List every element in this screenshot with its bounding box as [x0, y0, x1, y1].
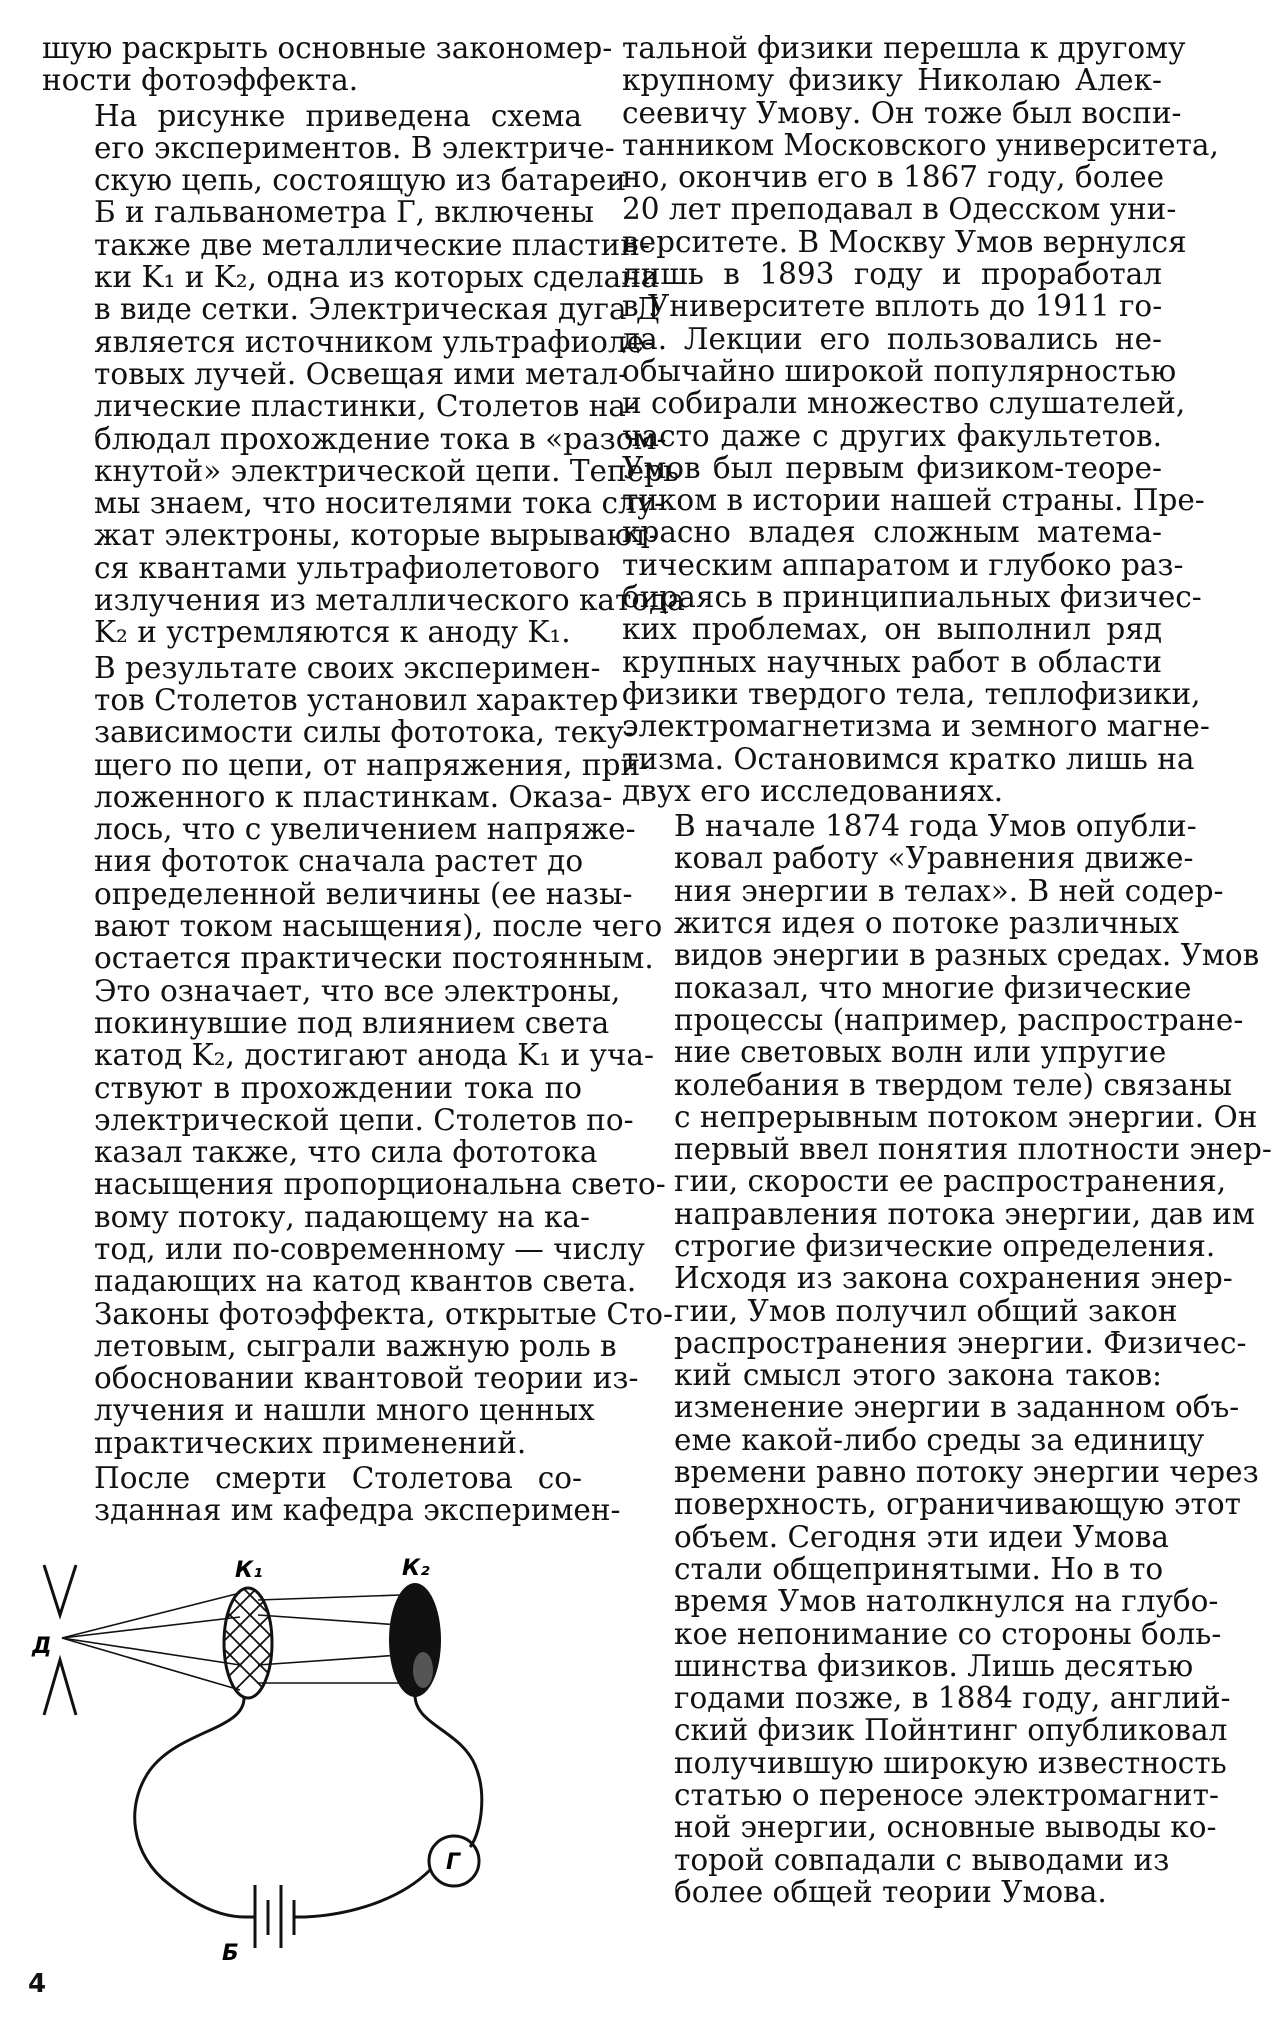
- text-line: стали общепринятыми. Но в то: [674, 1551, 1164, 1586]
- label-k1: К₁: [235, 1558, 263, 1583]
- text-line: вают током насыщения), после чего: [94, 909, 663, 944]
- text-line: товых лучей. Освещая ими метал-: [94, 356, 629, 391]
- text-line: лишь в 1893 году и проработал: [622, 257, 1162, 292]
- text-line: кий смысл этого закона таков:: [674, 1358, 1162, 1393]
- text-line: покинувшие под влиянием света: [94, 1005, 610, 1040]
- text-line: остается практически постоянным.: [94, 941, 654, 976]
- text-line: ся квантами ультрафиолетового: [94, 550, 601, 585]
- text-line: ния энергии в телах». В ней содер-: [674, 873, 1224, 908]
- text-line: электромагнетизма и земного магне-: [622, 709, 1210, 744]
- text-line: кнутой» электрической цепи. Теперь: [94, 453, 680, 488]
- text-line: щего по цепи, от напряжения, при-: [94, 747, 651, 782]
- text-line: ной энергии, основные выводы ко-: [674, 1810, 1217, 1845]
- circuit-diagram: [30, 1555, 590, 1965]
- text-line: процессы (например, распростране-: [674, 1002, 1244, 1037]
- text-line: определенной величины (ее назы-: [94, 876, 633, 911]
- label-galvanometer: Г: [446, 1850, 461, 1875]
- text-line: Б и гальванометра Г, включены: [94, 195, 594, 230]
- text-line: блюдал прохождение тока в «разом-: [94, 421, 667, 456]
- text-line: в Университете вплоть до 1911 го-: [622, 289, 1163, 324]
- text-line: лось, что с увеличением напряже-: [94, 812, 636, 847]
- text-line: ложенного к пластинкам. Оказа-: [94, 779, 613, 814]
- text-line: колебания в твердом теле) связаны: [674, 1067, 1232, 1102]
- label-battery: Б: [222, 1941, 239, 1966]
- label-k2: К₂: [402, 1556, 430, 1581]
- text-line: Это означает, что все электроны,: [94, 973, 621, 1008]
- text-line: изменение энергии в заданном объ-: [674, 1390, 1240, 1425]
- text-line: казал также, что сила фототока: [94, 1135, 598, 1170]
- left-column: [42, 31, 685, 1528]
- text-line: ких проблемах, он выполнил ряд: [622, 612, 1162, 647]
- text-line: бираясь в принципиальных физичес-: [622, 580, 1202, 615]
- text-line: гии, скорости ее распространения,: [674, 1164, 1227, 1199]
- text-line: тальной физики перешла к другому: [622, 31, 1186, 65]
- text-line: является источником ультрафиоле-: [94, 324, 655, 359]
- text-line: годами позже, в 1884 году, англий-: [674, 1681, 1231, 1716]
- text-line: обосновании квантовой теории из-: [94, 1361, 639, 1396]
- text-line: тизма. Остановимся кратко лишь на: [622, 741, 1195, 776]
- text-line: объем. Сегодня эти идеи Умова: [674, 1519, 1169, 1554]
- arc-electrode-bottom: [44, 1660, 76, 1715]
- text-line: времени равно потоку энергии через: [674, 1455, 1259, 1490]
- text-line: После смерти Столетова со-: [94, 1461, 582, 1496]
- text-line: статью о переносе электромагнит-: [674, 1778, 1219, 1813]
- text-line: еме какой-либо среды за единицу: [674, 1422, 1205, 1457]
- text-line: ствуют в прохождении тока по: [94, 1070, 582, 1105]
- text-line: сеевичу Умову. Он тоже был воспи-: [622, 95, 1182, 130]
- text-line: кое непонимание со стороны боль-: [674, 1616, 1222, 1651]
- wire-k2: [415, 1695, 482, 1847]
- text-line: летовым, сыграли важную роль в: [94, 1328, 617, 1363]
- text-line: жат электроны, которые вырывают-: [94, 518, 659, 553]
- text-line: тическим аппаратом и глубоко раз-: [622, 547, 1184, 582]
- text-line: более общей теории Умова.: [674, 1874, 1107, 1909]
- text-line: танником Московского университета,: [622, 127, 1219, 162]
- text-line: Исходя из закона сохранения энер-: [674, 1261, 1233, 1296]
- wire-k1: [135, 1698, 245, 1917]
- text-line: насыщения пропорциональна свето-: [94, 1167, 666, 1202]
- text-line: зданная им кафедра эксперимен-: [94, 1493, 621, 1528]
- paragraph-umov-energy: [622, 809, 1272, 1909]
- text-line: с непрерывным потоком энергии. Он: [674, 1099, 1258, 1134]
- text-line: обычайно широкой популярностью: [622, 353, 1177, 388]
- text-line: В результате своих эксперимен-: [94, 650, 601, 685]
- text-line: показал, что многие физические: [674, 970, 1192, 1005]
- text-line: поверхность, ограничивающую этот: [674, 1487, 1241, 1522]
- paragraph-photocurrent: [42, 650, 674, 1460]
- text-line: гии, Умов получил общий закон: [674, 1293, 1178, 1328]
- text-line: лучения и нашли много ценных: [94, 1393, 595, 1428]
- text-line: лические пластинки, Столетов на-: [94, 389, 636, 424]
- text-line: двух его исследованиях.: [622, 773, 1004, 808]
- text-line: верситете. В Москву Умов вернулся: [622, 224, 1187, 259]
- text-line: тод, или по-современному — числу: [94, 1231, 645, 1266]
- text-line: ковал работу «Уравнения движе-: [674, 841, 1194, 876]
- text-line: строгие физические определения.: [674, 1228, 1216, 1263]
- text-line: падающих на катод квантов света.: [94, 1264, 637, 1299]
- text-line: ности фотоэффекта.: [42, 63, 359, 98]
- text-line: Законы фотоэффекта, открытые Сто-: [94, 1296, 674, 1331]
- text-line: В начале 1874 года Умов опубли-: [674, 809, 1197, 844]
- text-line: мы знаем, что носителями тока слу-: [94, 486, 665, 521]
- paragraph-experiment-scheme: [42, 98, 685, 650]
- page-number: 4: [28, 1969, 47, 1999]
- text-line: видов энергии в разных средах. Умов: [674, 938, 1260, 973]
- text-line: ние световых волн или упругие: [674, 1035, 1167, 1070]
- text-line: скую цепь, состоящую из батареи: [94, 163, 627, 198]
- text-line: ский физик Пойнтинг опубликовал: [674, 1713, 1228, 1748]
- paragraph-continuation: [42, 31, 613, 98]
- text-line: время Умов натолкнулся на глубо-: [674, 1584, 1219, 1619]
- text-line: но, окончив его в 1867 году, более: [622, 160, 1165, 195]
- text-line: направления потока энергии, дав им: [674, 1196, 1255, 1231]
- text-line: его экспериментов. В электриче-: [94, 130, 615, 165]
- paragraph-umov-bio: [622, 31, 1219, 808]
- text-line: ки K₁ и K₂, одна из которых сделана: [94, 260, 659, 295]
- text-line: жится идея о потоке различных: [674, 906, 1180, 941]
- text-line: зависимости силы фототока, теку-: [94, 715, 634, 750]
- battery: [245, 1885, 305, 1948]
- arc-electrode-top: [44, 1565, 76, 1615]
- text-line: Умов был первым физиком-теоре-: [622, 450, 1162, 485]
- text-line: шую раскрыть основные закономер-: [42, 31, 613, 65]
- text-line: крупному физику Николаю Алек-: [622, 63, 1162, 98]
- text-line: да. Лекции его пользовались не-: [622, 321, 1162, 356]
- text-line: красно владея сложным матема-: [622, 515, 1162, 550]
- text-line: шинства физиков. Лишь десятью: [674, 1648, 1194, 1683]
- text-line: тов Столетов установил характер: [94, 682, 619, 717]
- text-line: практических применений.: [94, 1425, 527, 1460]
- text-line: торой совпадали с выводами из: [674, 1842, 1170, 1877]
- text-line: распространения энергии. Физичес-: [674, 1325, 1247, 1360]
- right-column: [622, 31, 1272, 1909]
- text-line: На рисунке приведена схема: [94, 98, 582, 133]
- grid-plate-k1: [224, 1588, 272, 1698]
- text-line: крупных научных работ в области: [622, 644, 1162, 679]
- text-line: первый ввел понятия плотности энер-: [674, 1132, 1272, 1167]
- text-line: часто даже с других факультетов.: [622, 418, 1162, 453]
- text-line: электрической цепи. Столетов по-: [94, 1102, 634, 1137]
- grid-mesh: [200, 1525, 300, 1725]
- text-line: физики твердого тела, теплофизики,: [622, 676, 1201, 711]
- wire-galv-battery: [305, 1870, 430, 1917]
- text-line: K₂ и устремляются к аноду K₁.: [94, 615, 571, 650]
- text-line: ния фототок сначала растет до: [94, 844, 584, 879]
- text-line: вому потоку, падающему на ка-: [94, 1199, 590, 1234]
- label-arc: Д: [32, 1634, 52, 1659]
- text-line: излучения из металлического катода: [94, 583, 685, 618]
- text-line: также две металлические пластин-: [94, 227, 650, 262]
- text-line: катод K₂, достигают анода K₁ и уча-: [94, 1038, 654, 1073]
- text-line: тиком в истории нашей страны. Пре-: [622, 483, 1205, 518]
- paragraph-after-death: [42, 1461, 621, 1528]
- text-line: получившую широкую известность: [674, 1745, 1227, 1780]
- text-line: и собирали множество слушателей,: [622, 386, 1186, 421]
- text-line: 20 лет преподавал в Одесском уни-: [622, 192, 1177, 227]
- text-line: в виде сетки. Электрическая дуга Д: [94, 292, 660, 327]
